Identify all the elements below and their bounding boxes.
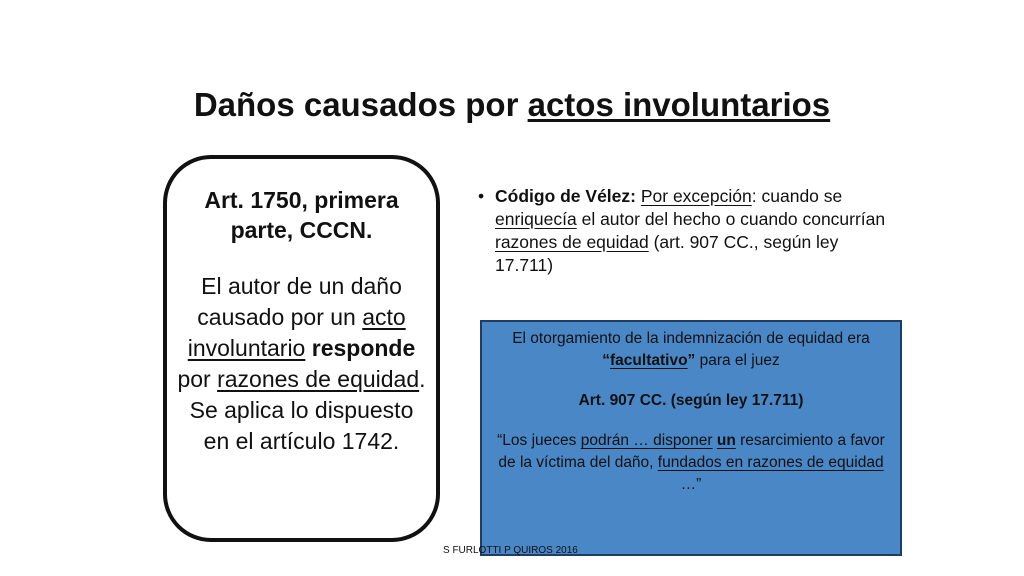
art-907-heading xyxy=(492,390,890,412)
article-text-part: El autor de un daño causado por un xyxy=(197,273,402,330)
footer-credit: S FURLOTTI P QUIROS 2016 xyxy=(443,545,578,556)
responde-word: responde xyxy=(311,335,416,361)
equity-reasons-phrase: razones de equidad xyxy=(217,366,420,392)
article-text-part: por xyxy=(177,366,218,392)
quote-part: resarcimiento a favor de la víctima del daño, xyxy=(498,432,885,471)
facultativo-word: facultativo xyxy=(610,352,688,369)
spacer xyxy=(492,372,890,390)
un-word: un xyxy=(716,432,736,449)
paragraph-part: para el juez xyxy=(695,352,780,369)
quote-part: “Los jueces xyxy=(497,432,581,449)
art-907-quote xyxy=(492,430,890,496)
title-prefix: Daños causados por xyxy=(193,86,528,124)
equity-indemnity-paragraph xyxy=(492,328,890,372)
article-1750-heading: Art. 1750, primera parte, CCCN. xyxy=(204,187,399,243)
spacer xyxy=(492,412,890,430)
bullet-marker: • xyxy=(478,186,485,206)
velez-code-label: Código de Vélez: xyxy=(495,186,636,206)
exception-phrase: Por excepción xyxy=(640,186,752,206)
article-text-part: . Se aplica lo dispuesto en el artículo 1742. xyxy=(189,366,426,454)
bullet-text-part: (art. 907 CC., según ley 17.711) xyxy=(495,232,839,275)
equity-grounds-phrase: fundados en razones de equidad xyxy=(657,454,884,471)
equity-reasons-phrase: razones de equidad xyxy=(495,232,649,252)
quote-part: …” xyxy=(680,476,702,493)
article-1750-box xyxy=(163,155,440,542)
close-quote: ” xyxy=(687,352,696,369)
bullet-text-part: el autor del hecho o cuando concurrían xyxy=(576,209,886,229)
velez-bullet xyxy=(478,185,898,277)
title-underlined: actos involuntarios xyxy=(527,86,831,124)
page-title xyxy=(0,86,1024,124)
open-quote: “ xyxy=(602,352,611,369)
article-1750-text xyxy=(177,271,426,457)
paragraph-part: El otorgamiento de la indemnización de equidad era xyxy=(512,330,870,347)
involuntary-act-phrase: acto involuntario xyxy=(187,304,406,361)
podran-disponer-phrase: podrán … disponer xyxy=(580,432,713,449)
bullet-text-part: : cuando se xyxy=(751,186,843,206)
art-907-heading-text: Art. 907 CC. (según ley 17.711) xyxy=(578,392,804,409)
enriched-word: enriquecía xyxy=(495,209,577,229)
art-907-box xyxy=(480,320,902,556)
velez-bullet-text xyxy=(495,185,898,277)
